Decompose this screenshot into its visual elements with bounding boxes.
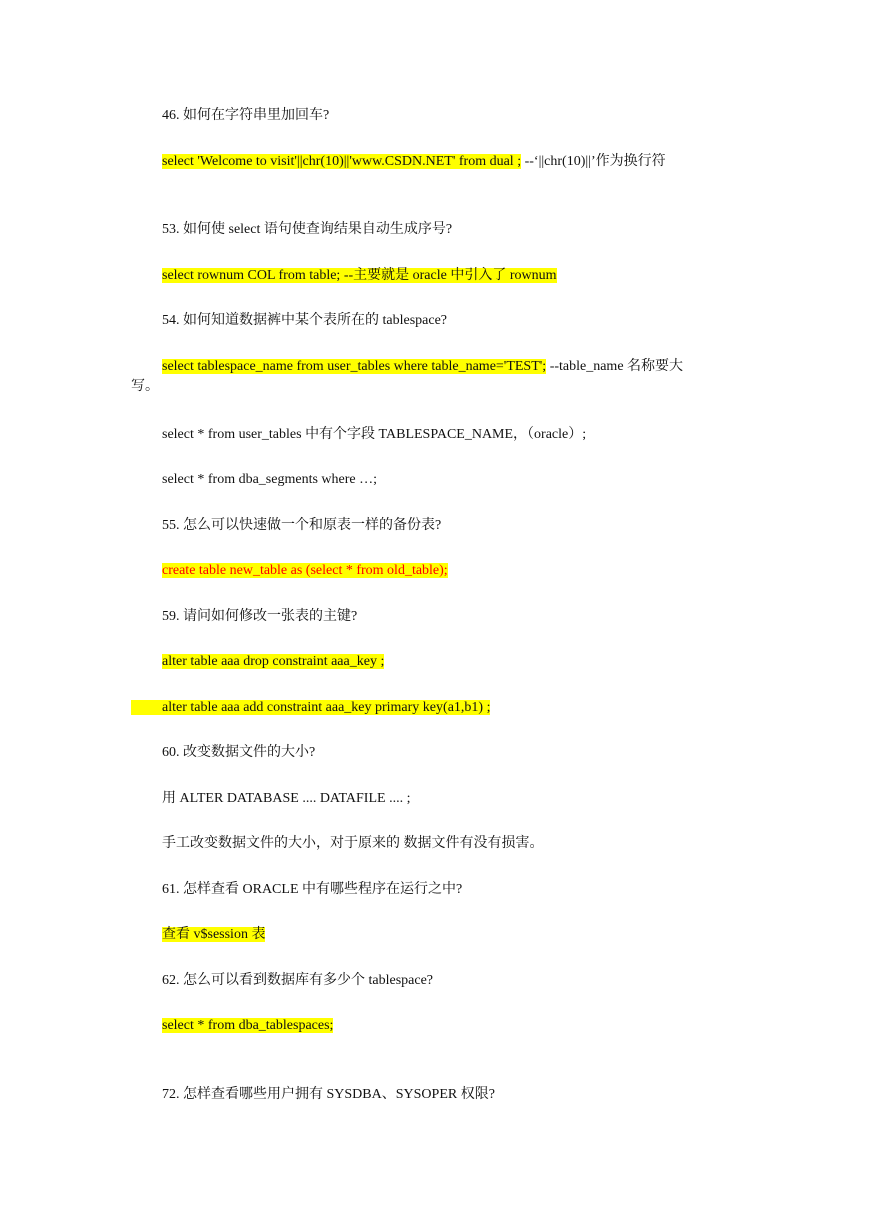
q59-code1-text: alter table aaa drop constraint aaa_key ;	[162, 654, 385, 669]
q72-title: 72. 怎样查看哪些用户拥有 SYSDBA、SYSOPER 权限?	[162, 1087, 495, 1102]
q55-title: 55. 怎么可以快速做一个和原表一样的备份表?	[162, 518, 442, 533]
q54-note: --table_name 名称要大	[546, 359, 684, 374]
q61-code-text: 查看 v$session 表	[162, 927, 266, 942]
q54-code: select tablespace_name from user_tables where table_name='TEST';	[162, 359, 547, 374]
q60-line2: 手工改变数据文件的大小，对于原来的 数据文件有没有损害。	[162, 836, 544, 851]
q61-title: 61. 怎样查看 ORACLE 中有哪些程序在运行之中?	[162, 882, 463, 897]
q54-title: 54. 如何知道数据裤中某个表所在的 tablespace?	[162, 313, 448, 328]
q59-code2	[131, 698, 490, 718]
q54-note-wrap: 写。	[131, 379, 159, 394]
q46-note: --‘||chr(10)||’作为换行符	[521, 154, 666, 169]
q53-code	[162, 266, 557, 286]
q60-line1: 用 ALTER DATABASE .... DATAFILE .... ;	[162, 791, 411, 806]
q53-title: 53. 如何使 select 语句使查询结果自动生成序号?	[162, 222, 453, 237]
q62-code	[162, 1016, 333, 1036]
q60-title: 60. 改变数据文件的大小?	[162, 745, 316, 760]
q62-code-text: select * from dba_tablespaces;	[162, 1018, 334, 1033]
q54-line3: select * from dba_segments where …;	[162, 472, 377, 487]
q55-code	[162, 561, 448, 581]
q46-title: 46. 如何在字符串里加回车?	[162, 108, 330, 123]
q62-title: 62. 怎么可以看到数据库有多少个 tablespace?	[162, 973, 434, 988]
q55-code-text: create table new_table as (select * from old_table);	[162, 563, 448, 578]
q53-code-text: select rownum COL from table; --主要就是 oracle 中引入了 rownum	[162, 268, 557, 283]
q59-code1	[162, 652, 384, 672]
q46-line	[162, 152, 666, 172]
q46-code: select 'Welcome to visit'||chr(10)||'www.CSDN.NET' from dual ;	[162, 154, 522, 169]
q59-code2-text: alter table aaa add constraint aaa_key primary key(a1,b1) ;	[131, 700, 490, 715]
q61-code	[162, 925, 265, 945]
q54-line1	[162, 357, 683, 377]
q54-line2: select * from user_tables 中有个字段 TABLESPACE_NAME，（oracle）;	[162, 427, 587, 442]
q59-title: 59. 请问如何修改一张表的主键?	[162, 609, 358, 624]
